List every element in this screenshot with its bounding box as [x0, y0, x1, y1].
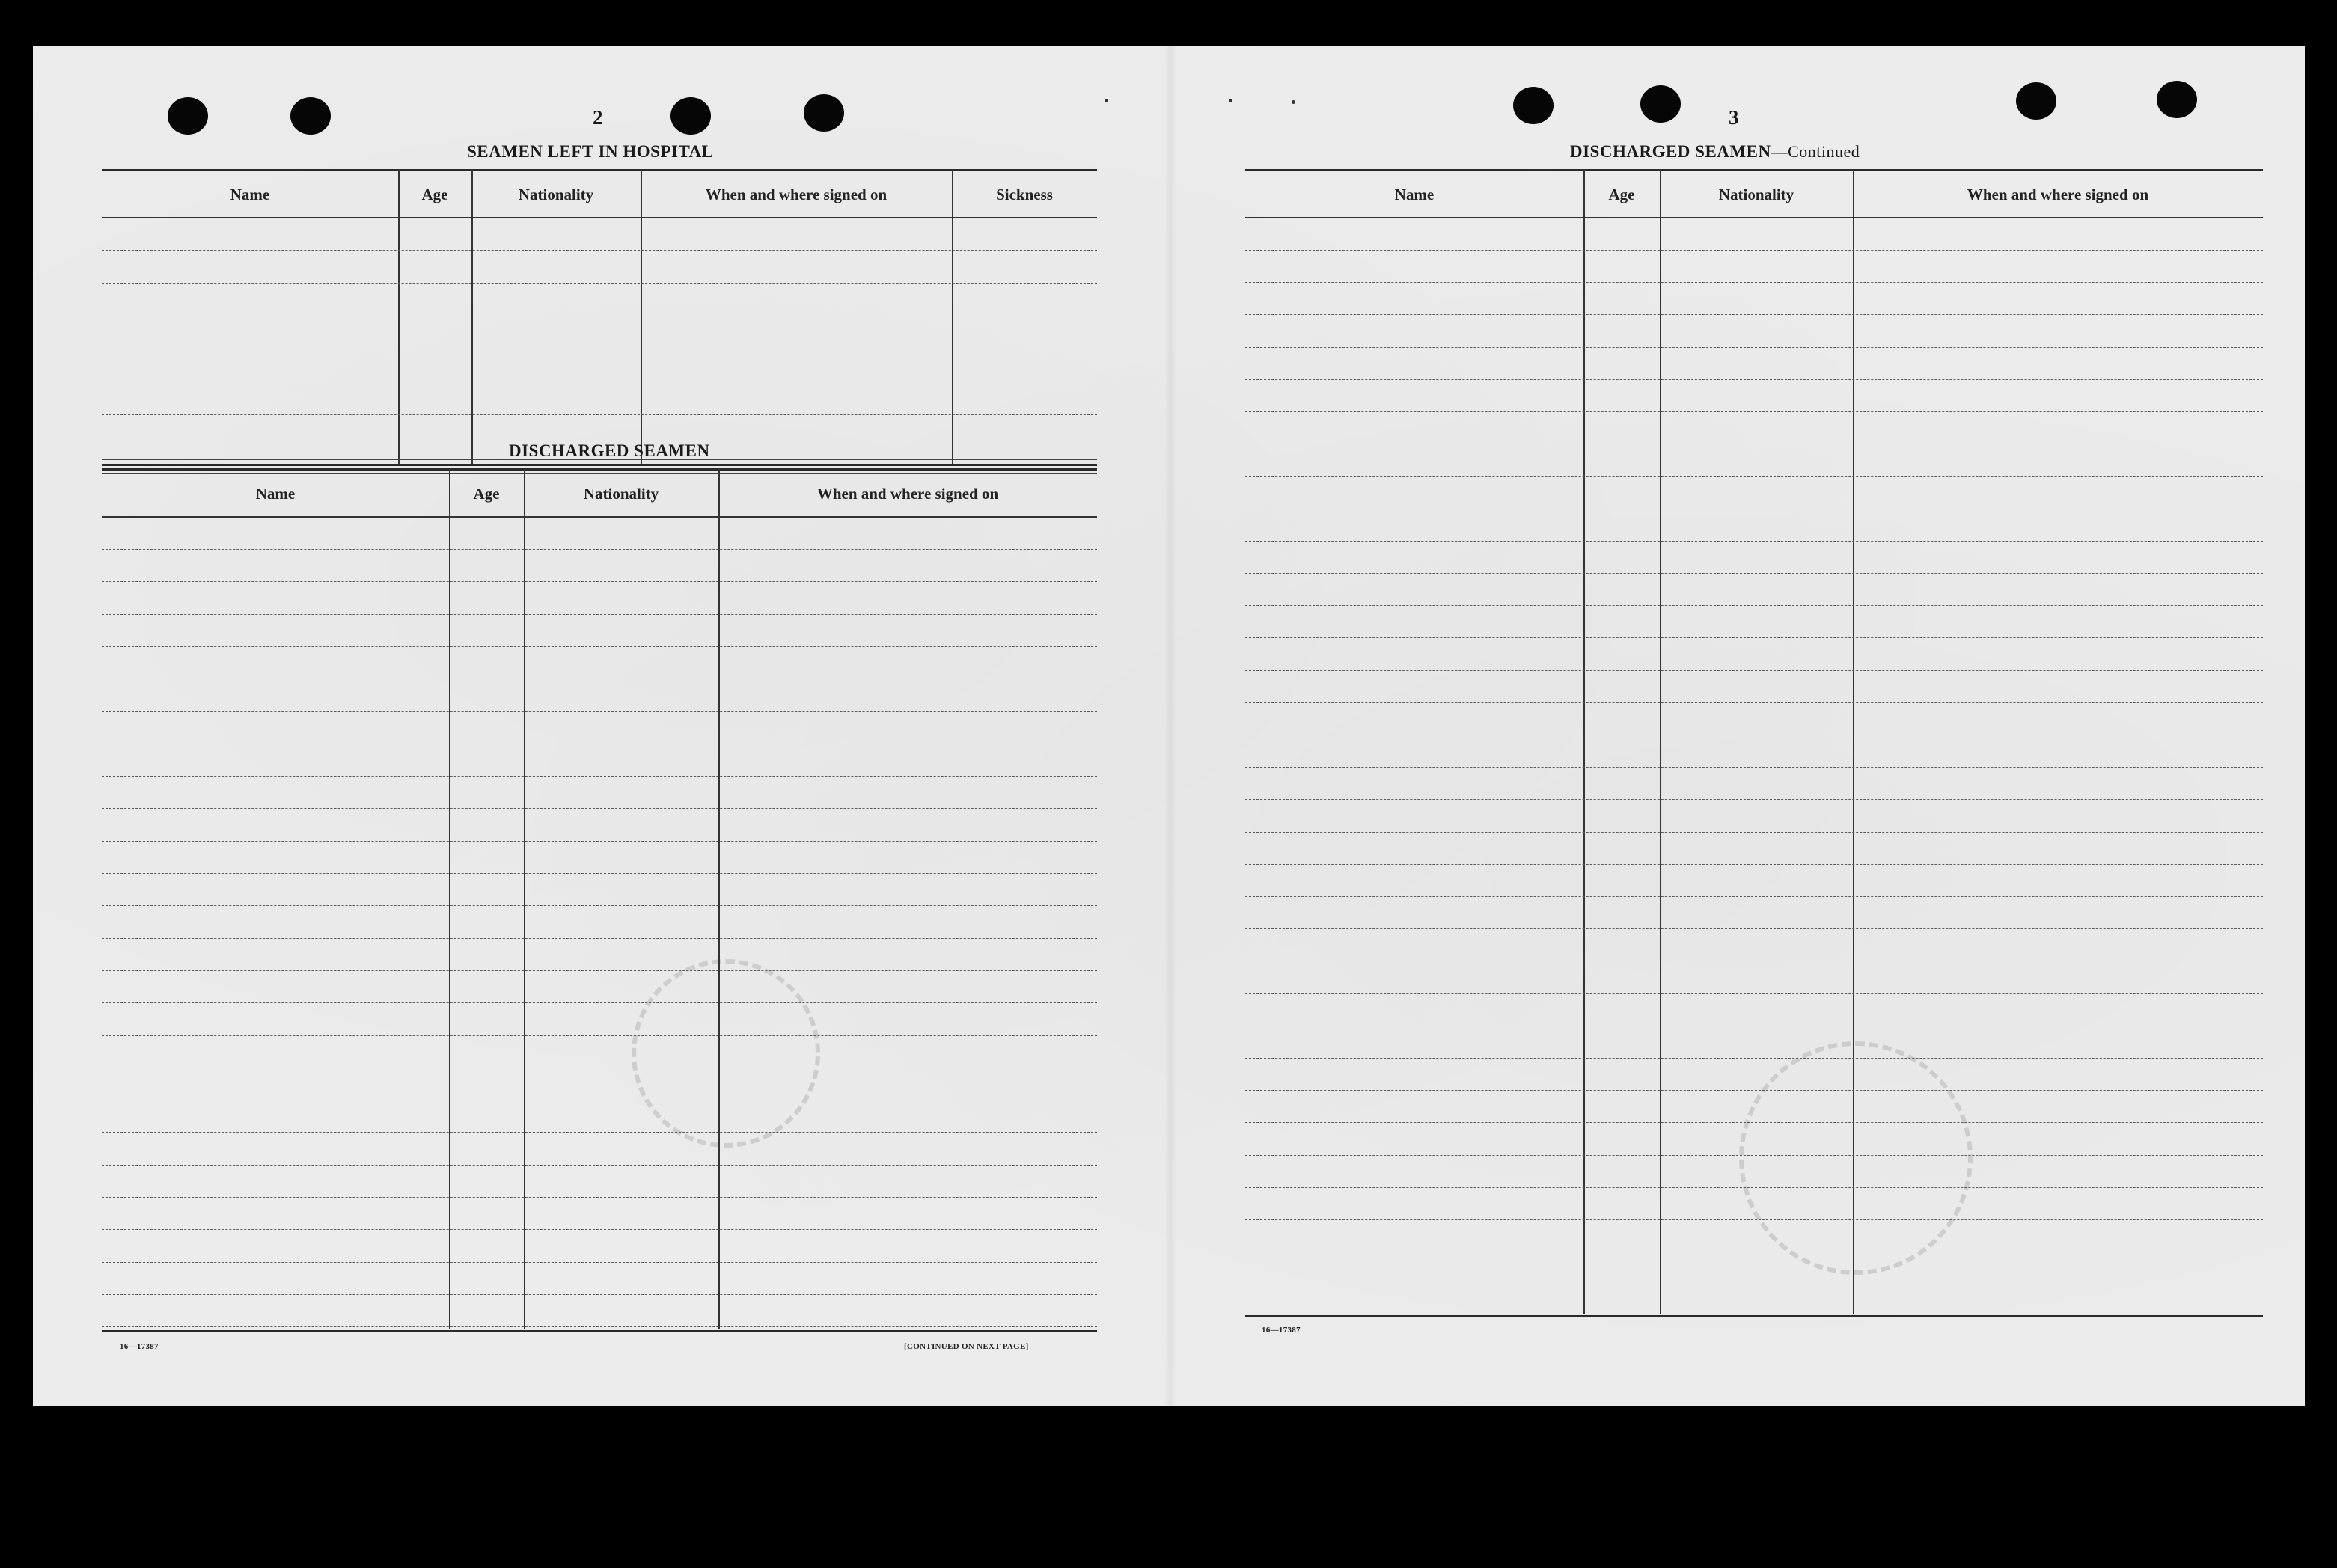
table-row	[1245, 347, 2263, 348]
table-row	[1245, 637, 2263, 638]
table-top-rule	[102, 468, 1097, 471]
table-row	[1245, 1219, 2263, 1220]
column-header-name: Name	[1394, 186, 1435, 203]
table-row	[1245, 896, 2263, 897]
punch-hole	[670, 97, 711, 135]
table-row	[102, 1197, 1097, 1198]
punch-hole	[1513, 87, 1554, 124]
column-header-name: Name	[255, 485, 296, 503]
table-row	[1245, 250, 2263, 251]
table-bottom-rule	[102, 1330, 1097, 1332]
ink-speck	[1292, 100, 1295, 104]
table-row	[102, 873, 1097, 874]
column-divider	[524, 468, 525, 1329]
table-row	[1245, 282, 2263, 283]
center-fold	[1164, 46, 1176, 1406]
table-row	[102, 776, 1097, 777]
table-row	[1245, 573, 2263, 574]
column-divider	[718, 468, 720, 1329]
discharged-section-title: DISCHARGED SEAMEN	[509, 441, 710, 460]
table-row	[102, 808, 1097, 809]
column-divider	[398, 169, 400, 464]
punch-hole	[2016, 82, 2056, 120]
column-header-sickness: Sickness	[996, 186, 1053, 203]
column-header-signed-on: When and where signed on	[1967, 186, 2149, 203]
discharged-continued-table	[1245, 169, 2263, 1366]
column-header-signed-on: When and where signed on	[705, 186, 888, 203]
hospital-table	[102, 169, 1097, 468]
table-row	[102, 1132, 1097, 1133]
header-divider	[1245, 217, 2263, 218]
discharged-table	[102, 468, 1097, 1381]
table-row	[1245, 767, 2263, 768]
table-row	[102, 1002, 1097, 1003]
continued-note: [CONTINUED ON NEXT PAGE]	[904, 1342, 1029, 1351]
punch-hole	[168, 97, 208, 135]
form-sheet	[33, 46, 2305, 1406]
page-number-right: 3	[1729, 106, 1739, 129]
header-divider	[102, 516, 1097, 518]
table-row	[1245, 314, 2263, 315]
table-row	[102, 1165, 1097, 1166]
table-row	[1245, 1155, 2263, 1156]
column-header-age: Age	[1608, 186, 1635, 203]
page-number-left: 2	[593, 106, 603, 129]
table-row	[102, 1294, 1097, 1295]
column-divider	[641, 169, 642, 464]
table-row	[1245, 670, 2263, 671]
column-header-age: Age	[473, 485, 500, 503]
table-row	[102, 970, 1097, 971]
table-row	[1245, 928, 2263, 929]
hospital-section-title: SEAMEN LEFT IN HOSPITAL	[467, 142, 714, 161]
table-bottom-rule	[102, 464, 1097, 466]
table-row	[102, 646, 1097, 647]
column-header-nationality: Nationality	[1718, 186, 1794, 203]
table-row	[102, 841, 1097, 842]
table-row	[1245, 1187, 2263, 1188]
column-header-nationality: Nationality	[583, 485, 659, 503]
punch-hole	[290, 97, 331, 135]
column-header-age: Age	[421, 186, 448, 203]
table-row	[1245, 799, 2263, 800]
table-row	[1245, 1090, 2263, 1091]
table-top-rule	[102, 473, 1097, 474]
table-row	[1245, 1122, 2263, 1123]
header-divider	[102, 217, 1097, 218]
ink-speck	[1229, 99, 1232, 102]
column-divider	[471, 169, 473, 464]
table-row	[1245, 832, 2263, 833]
table-row	[102, 1035, 1097, 1036]
table-row	[102, 581, 1097, 582]
table-row	[102, 549, 1097, 550]
table-row	[102, 938, 1097, 939]
table-row	[1245, 605, 2263, 606]
table-row	[102, 711, 1097, 712]
column-header-name: Name	[230, 186, 270, 203]
table-row	[102, 1229, 1097, 1230]
table-row	[102, 1326, 1097, 1327]
table-row	[102, 283, 1097, 284]
table-top-rule	[102, 169, 1097, 171]
table-row	[102, 614, 1097, 615]
column-divider	[952, 169, 953, 464]
form-number-right: 16—17387	[1262, 1326, 1301, 1335]
table-row	[1245, 702, 2263, 703]
form-number-left: 16—17387	[120, 1342, 159, 1351]
table-row	[1245, 864, 2263, 865]
column-divider	[1583, 169, 1585, 1314]
column-header-nationality: Nationality	[518, 186, 594, 203]
punch-hole	[804, 94, 844, 132]
table-row	[102, 1262, 1097, 1263]
discharged-continued-title	[1570, 142, 1860, 162]
column-divider	[1853, 169, 1854, 1314]
table-row	[1245, 541, 2263, 542]
column-divider	[1660, 169, 1661, 1314]
table-row	[1245, 476, 2263, 477]
column-divider	[449, 468, 450, 1329]
ink-speck	[1105, 99, 1108, 102]
column-header-signed-on: When and where signed on	[816, 485, 999, 503]
table-row	[1245, 411, 2263, 412]
table-bottom-rule	[1245, 1315, 2263, 1317]
punch-hole	[2157, 81, 2197, 118]
table-row	[1245, 993, 2263, 994]
table-row	[1245, 379, 2263, 380]
table-row	[102, 905, 1097, 906]
punch-hole	[1640, 85, 1681, 123]
table-row	[1245, 1058, 2263, 1059]
table-row	[102, 250, 1097, 251]
table-row	[102, 414, 1097, 415]
discharged-continued-title-main: DISCHARGED SEAMEN	[1570, 142, 1771, 161]
table-top-rule	[1245, 169, 2263, 171]
discharged-continued-title-suffix: —Continued	[1771, 142, 1860, 161]
